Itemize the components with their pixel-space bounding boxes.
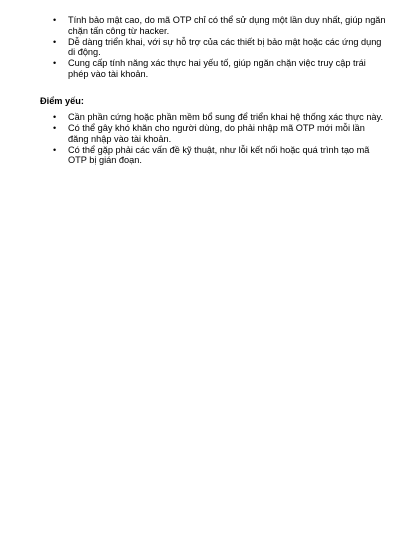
list-item-text: Cần phần cứng hoặc phần mềm bổ sung để triển khai hệ thống xác thực này. bbox=[68, 112, 384, 122]
list-item-text: Tính bảo mật cao, do mã OTP chỉ có thể sử dụng một lần duy nhất, giúp ngăn chặn tấn công từ hacker. bbox=[68, 15, 386, 36]
list-item-text: Cung cấp tính năng xác thực hai yếu tố, giúp ngăn chặn việc truy cập trái phép vào tài khoản. bbox=[68, 58, 366, 79]
list-item bbox=[0, 58, 386, 79]
list-item bbox=[0, 123, 386, 144]
weaknesses-heading: Điểm yếu: bbox=[40, 96, 84, 106]
weaknesses-list bbox=[0, 112, 386, 166]
list-item-text: Có thể gặp phải các vấn đề kỹ thuật, như lỗi kết nối hoặc quá trình tạo mã OTP bị gián đoạn. bbox=[68, 144, 370, 165]
list-item bbox=[0, 145, 386, 166]
bullet-icon: • bbox=[53, 58, 57, 68]
bullet-icon: • bbox=[53, 123, 57, 133]
advantages-list bbox=[0, 15, 386, 80]
bullet-icon: • bbox=[53, 36, 57, 47]
bullet-icon: • bbox=[53, 112, 57, 122]
list-item bbox=[0, 112, 386, 123]
list-item-text: Dễ dàng triển khai, với sự hỗ trợ của các thiết bị bảo mật hoặc các ứng dụng di động. bbox=[68, 36, 382, 57]
list-item bbox=[0, 37, 386, 58]
bullet-icon: • bbox=[53, 144, 57, 155]
list-item-text: Có thể gây khó khăn cho người dùng, do phải nhập mã OTP mới mỗi lần đăng nhập vào tài khoản. bbox=[68, 123, 365, 144]
list-item bbox=[0, 15, 386, 36]
bullet-icon: • bbox=[53, 15, 57, 25]
